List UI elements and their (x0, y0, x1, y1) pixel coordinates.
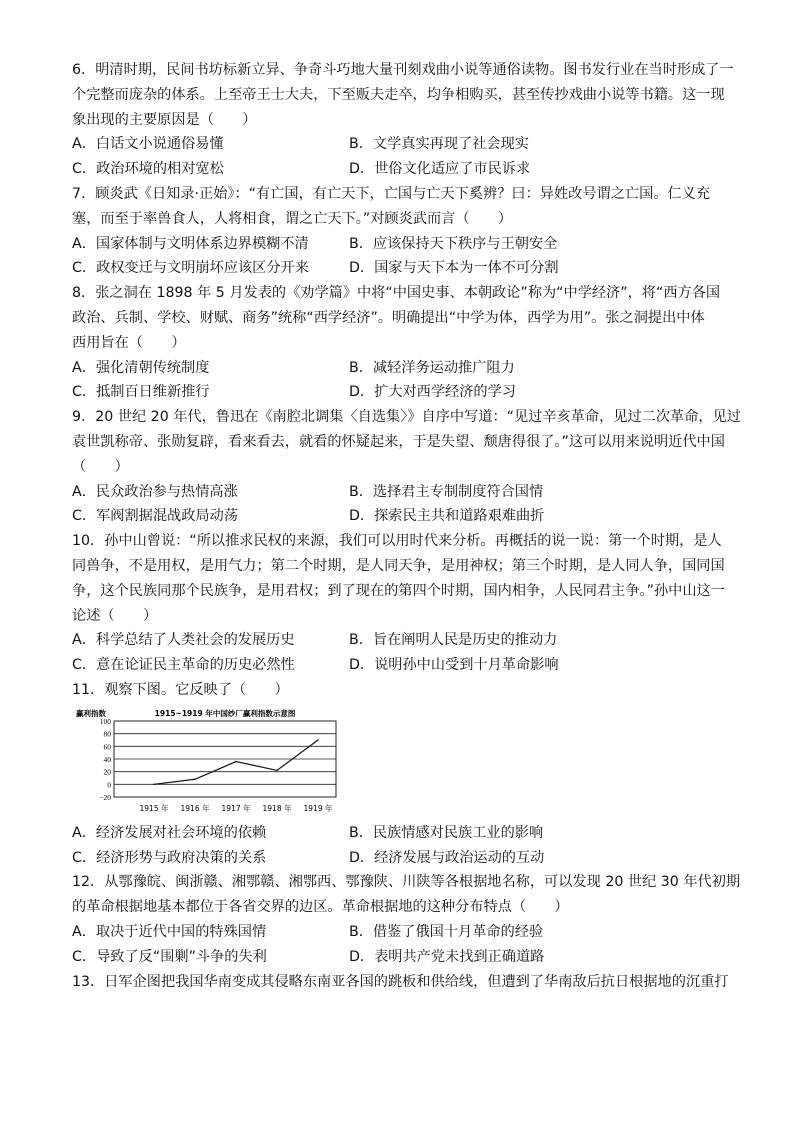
option-c[interactable]: C．导致了反“围剿”斗争的失利 (72, 948, 267, 965)
question-text: 塞，而至于率兽食人，人将相食，谓之亡天下。”对顾炎武而言（ ） (72, 210, 513, 227)
x-tick-label: 1918 年 (262, 803, 292, 813)
question-text: 8．张之洞在 1898 年 5 月发表的《劝学篇》中将“中国史事、本朝政论”称为“中学经济”，将“西方各国 (72, 285, 721, 302)
question-text: 袁世凯称帝、张勋复辟，看来看去，就看的怀疑起来，于是失望、颓唐得很了。”这可以用来说明近代中国 (72, 433, 725, 450)
data-point (235, 760, 237, 762)
y-tick-label: 40 (103, 754, 111, 764)
y-tick-label: 20 (103, 767, 111, 777)
option-d[interactable]: D．表明共产党未找到正确道路 (349, 948, 545, 965)
data-point (194, 778, 196, 780)
question-text: （ ） (72, 458, 129, 475)
option-d[interactable]: D．探索民主共和道路艰难曲折 (349, 508, 545, 525)
question-11 (72, 678, 732, 870)
option-c[interactable]: C．意在论证民主革命的历史必然性 (72, 657, 295, 674)
option-a[interactable]: A．强化清朝传统制度 (72, 359, 210, 376)
question-8 (72, 281, 732, 405)
x-tick-label: 1915 年 (139, 803, 169, 813)
option-b[interactable]: B．民族情感对民族工业的影响 (349, 824, 544, 841)
y-tick-label: 80 (103, 729, 111, 739)
option-b[interactable]: B．应该保持天下秩序与王朝安全 (349, 235, 558, 252)
question-text: 西用旨在（ ） (72, 334, 186, 351)
question-10 (72, 529, 732, 678)
question-text: 同兽争，不是用权，是用气力；第二个时期，是人同天争，是用神权；第三个时期，是人同人争，国同国 (72, 557, 725, 574)
data-point (276, 769, 278, 771)
line-chart (74, 707, 344, 817)
y-tick-label: −20 (99, 792, 111, 802)
data-point (317, 739, 319, 741)
question-9 (72, 405, 741, 529)
option-c[interactable]: C．经济形势与政府决策的关系 (72, 849, 267, 866)
question-text: 的革命根据地基本都位于各省交界的边区。革命根据地的这种分布特点（ ） (72, 899, 569, 916)
question-13 (72, 970, 732, 995)
option-d[interactable]: D．扩大对西学经济的学习 (349, 384, 516, 401)
question-12 (72, 870, 741, 969)
option-d[interactable]: D．经济发展与政治运动的互动 (349, 849, 545, 866)
question-text: 9．20 世纪 20 年代，鲁迅在《南腔北调集〈自选集〉》自序中写道：“见过辛亥革命，见过二次革命，见过 (72, 409, 741, 426)
question-text: 13．日军企图把我国华南变成其侵略东南亚各国的跳板和供给线，但遭到了华南敌后抗日根据地的沉重打 (72, 973, 729, 990)
question-text: 个完整而庞杂的体系。上至帝王士大夫，下至贩夫走卒，均争相购买，甚至传抄戏曲小说等书籍。这一现 (72, 86, 725, 103)
question-text: 争，这个民族同那个民族争，是用君权；到了现在的第四个时期，国内相争，人民同君主争。”孙中山这一 (72, 582, 725, 599)
y-tick-label: 0 (107, 780, 111, 790)
option-a[interactable]: A．经济发展对社会环境的依赖 (72, 824, 267, 841)
question-text: 10．孙中山曾说：“所以推求民权的来源，我们可以用时代来分析。再概括的说一说：第一个时期，是人 (72, 533, 722, 550)
question-text: 12．从鄂豫皖、闽浙赣、湘鄂赣、湘鄂西、鄂豫陕、川陕等各根据地名称，可以发现 20 世纪 30 年代初期 (72, 874, 741, 891)
y-axis-label: 赢利指数 (76, 708, 106, 718)
option-d[interactable]: D．说明孙中山受到十月革命影响 (349, 657, 559, 674)
option-b[interactable]: B．旨在阐明人民是历史的推动力 (349, 632, 558, 649)
option-a[interactable]: A．民众政治参与热情高涨 (72, 483, 238, 500)
y-tick-label: 100 (99, 716, 111, 726)
question-text: 政治、兵制、学校、财赋、商务”统称“西学经济”。明确提出“中学为体，西学为用”。张之洞提出中体 (72, 309, 705, 326)
question-6 (72, 58, 732, 182)
option-a[interactable]: A．国家体制与文明体系边界模糊不清 (72, 235, 309, 252)
data-point (153, 783, 155, 785)
chart-title: 1915~1919 年中国纱厂赢利指数示意图 (154, 708, 296, 718)
question-text: 6．明清时期，民间书坊标新立异、争奇斗巧地大量刊刻戏曲小说等通俗读物。图书发行业在当时形成了一 (72, 62, 734, 78)
option-b[interactable]: B．文学真实再现了社会现实 (349, 136, 529, 153)
option-b[interactable]: B．借鉴了俄国十月革命的经验 (349, 923, 544, 940)
option-c[interactable]: C．军阀割据混战政局动荡 (72, 508, 238, 525)
option-c[interactable]: C．政权变迁与文明崩坏应该区分开来 (72, 260, 309, 277)
question-text: 11．观察下图。它反映了（ ） (72, 681, 289, 698)
option-b[interactable]: B．减轻洋务运动推广阻力 (349, 359, 515, 376)
x-tick-label: 1919 年 (303, 803, 333, 813)
option-c[interactable]: C．抵制百日维新推行 (72, 384, 210, 401)
option-d[interactable]: D．国家与天下本为一体不可分割 (349, 260, 559, 277)
y-tick-label: 60 (103, 742, 111, 752)
option-b[interactable]: B．选择君主专制制度符合国情 (349, 483, 544, 500)
question-7 (72, 182, 732, 281)
question-text: 7．顾炎武《日知录·正始》：“有亡国，有亡天下，亡国与亡天下奚辨？曰：异姓改号谓之亡国。仁义充 (72, 185, 711, 202)
exam-page (72, 58, 741, 994)
x-tick-label: 1916 年 (180, 803, 210, 813)
option-a[interactable]: A．科学总结了人类社会的发展历史 (72, 632, 295, 649)
option-a[interactable]: A．白话文小说通俗易懂 (72, 136, 224, 153)
option-c[interactable]: C．政治环境的相对宽松 (72, 161, 224, 178)
question-text: 论述（ ） (72, 607, 158, 624)
question-text: 象出现的主要原因是（ ） (72, 111, 257, 128)
profit-index-chart (74, 707, 344, 817)
option-d[interactable]: D．世俗文化适应了市民诉求 (349, 161, 531, 178)
x-tick-label: 1917 年 (221, 803, 251, 813)
option-a[interactable]: A．取决于近代中国的特殊国情 (72, 923, 267, 940)
